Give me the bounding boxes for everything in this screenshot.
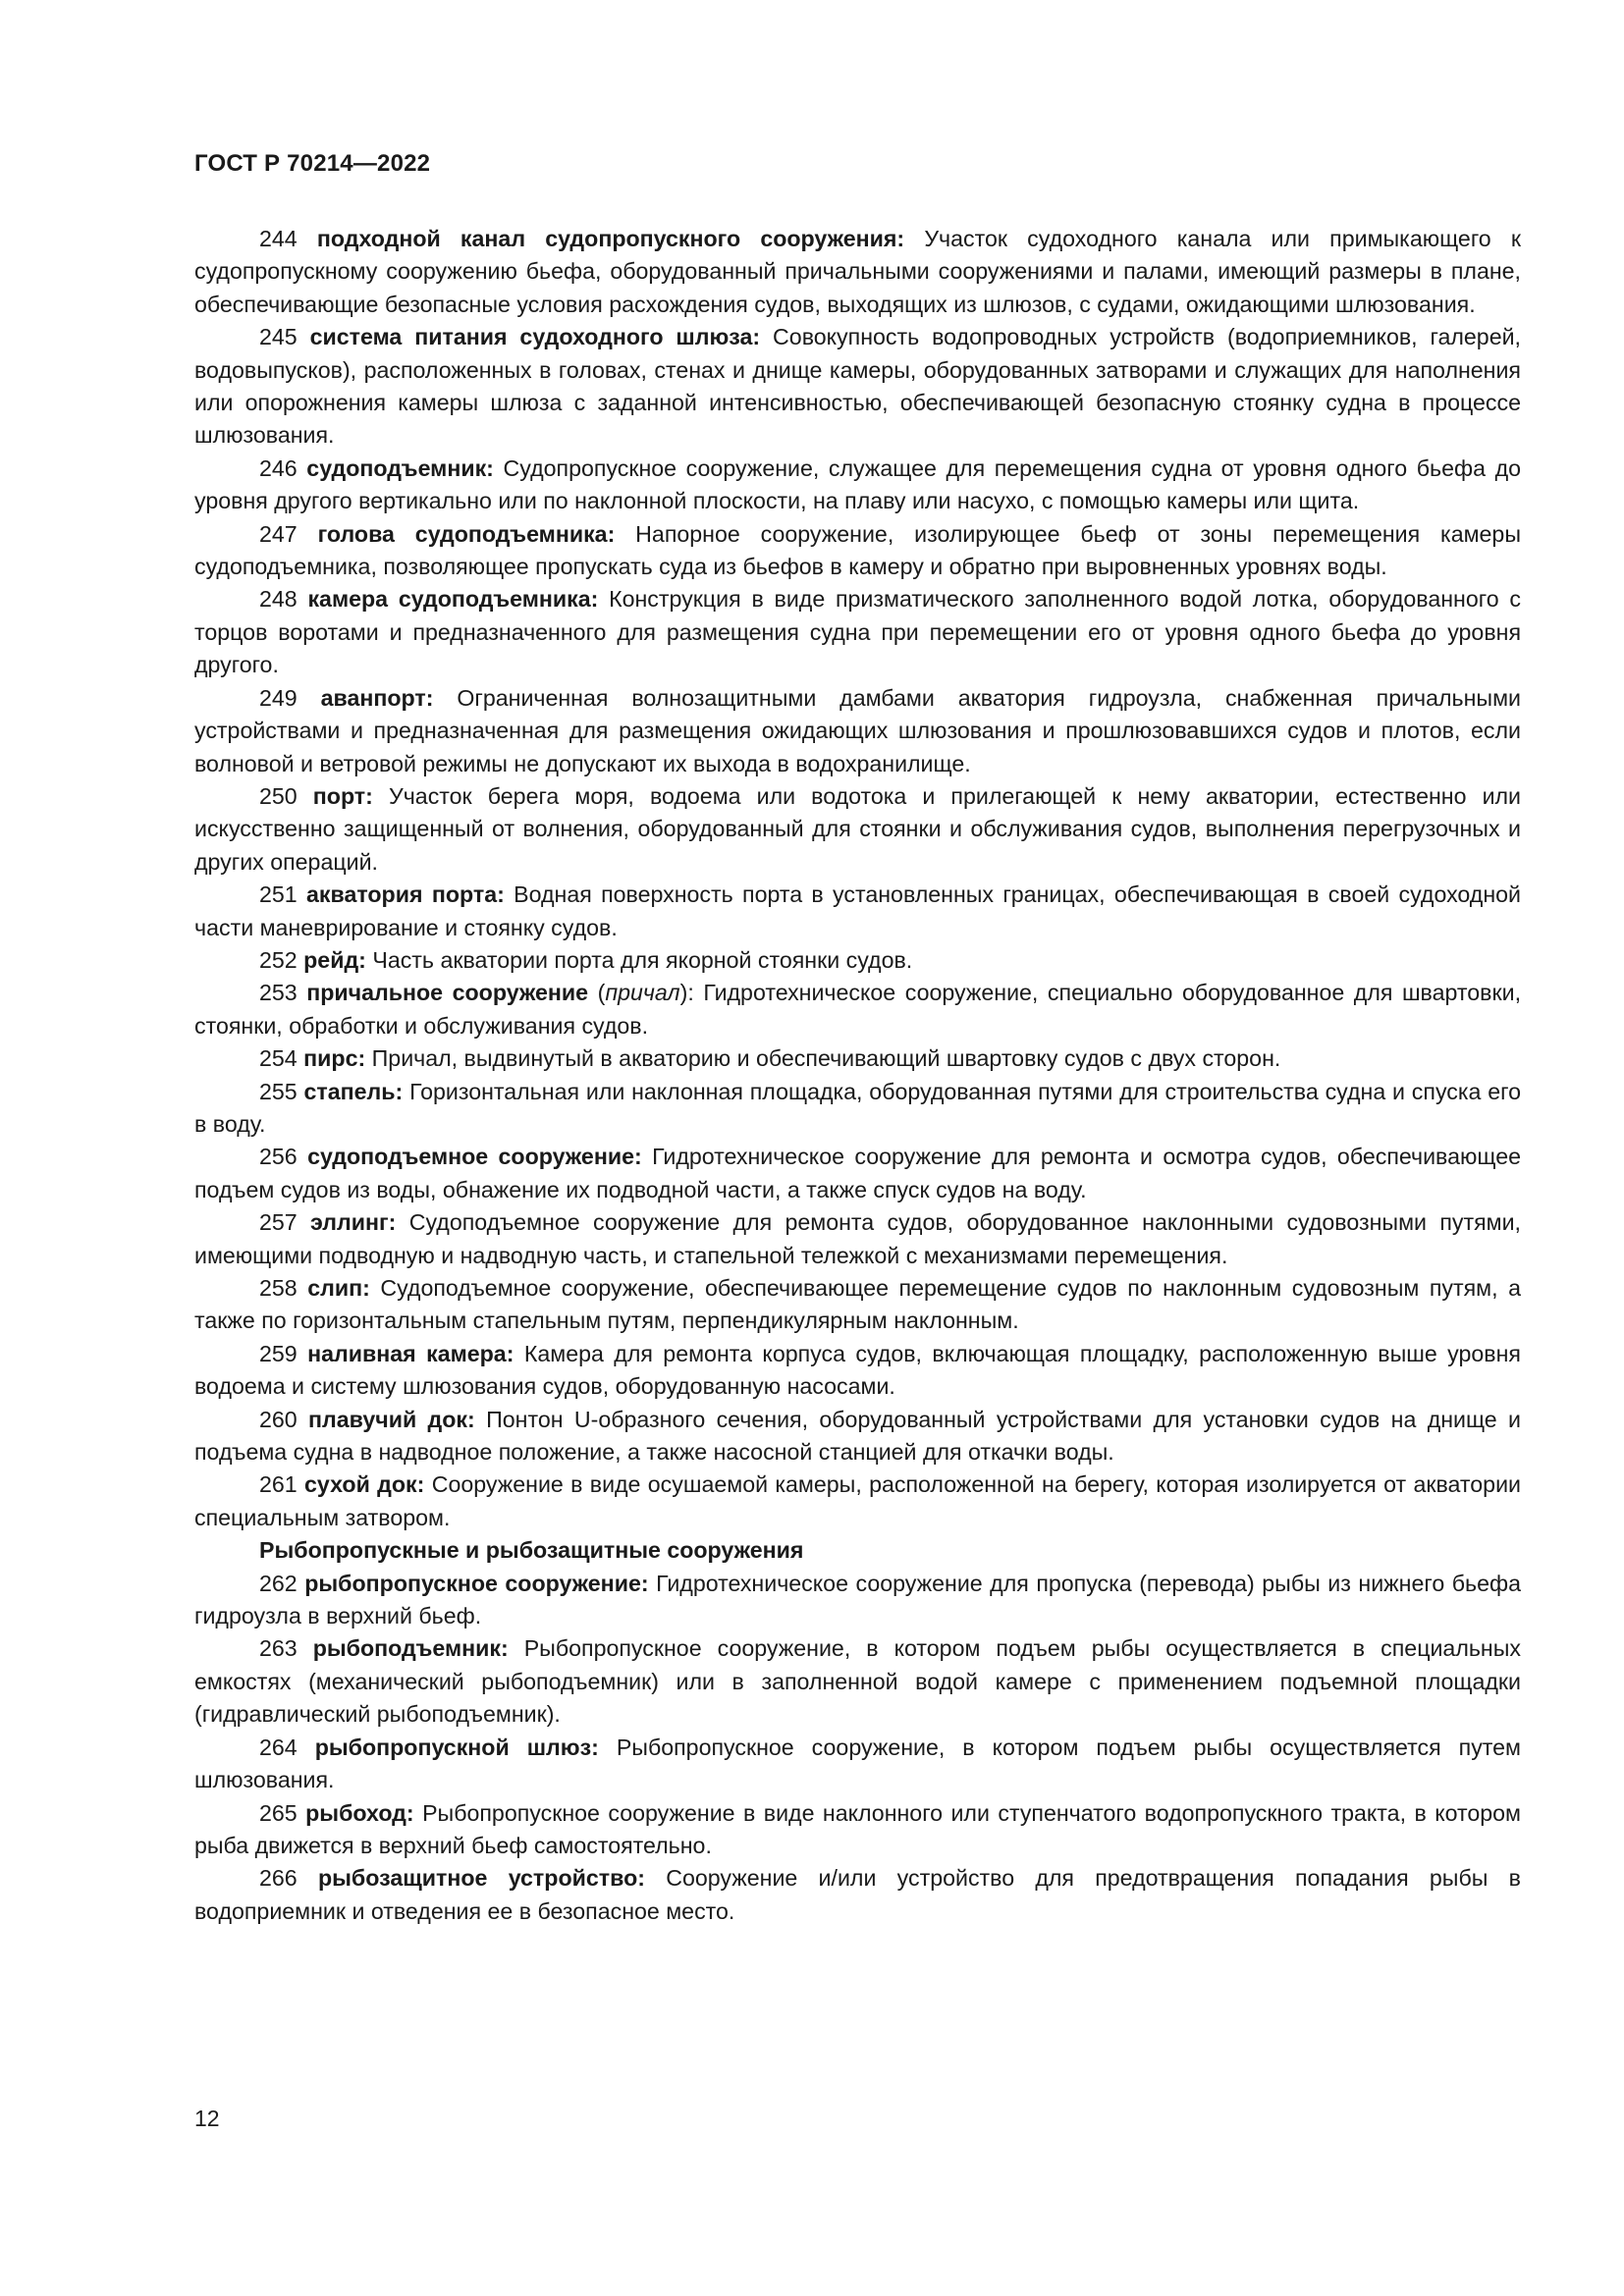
page-number: 12 (194, 2106, 220, 2131)
term-definition: Часть акватории порта для якорной стоянки судов. (372, 946, 913, 973)
term-entry (194, 453, 1521, 518)
term-number: 245 (259, 324, 298, 350)
term-number: 263 (259, 1635, 298, 1662)
term-name: рыбопропускной шлюз: (314, 1734, 599, 1760)
term-name: рыбоподъемник: (312, 1635, 509, 1662)
term-number: 250 (259, 782, 298, 809)
term-number: 257 (259, 1209, 298, 1236)
term-number: 252 (259, 946, 298, 973)
term-name: акватория порта: (306, 881, 505, 908)
terms-list (194, 223, 1521, 1928)
term-name: судоподъемник: (306, 454, 494, 481)
term-entry (194, 223, 1521, 321)
term-number: 261 (259, 1471, 298, 1498)
term-entry (194, 321, 1521, 453)
term-definition: Судоподъемное сооружение для ремонта судов, оборудованное наклонными судовозными путями, имеющими подводную и надводную часть, и стапельной тележкой с механизмами перемещения. (194, 1209, 1521, 1268)
term-number: 246 (259, 454, 298, 481)
term-entry (194, 1797, 1521, 1863)
term-number: 265 (259, 1799, 298, 1826)
term-definition: Участок судоходного канала или примыкающего к судопропускному сооружению бьефа, оборудованный причальными сооружениями и палами, имеющий размеры в плане, обеспечивающие безопасные условия расхождения судов, выходящих из шлюзов, с судами, ожидающими шлюзования. (194, 226, 1521, 317)
term-entry (194, 780, 1521, 879)
term-name: наливная камера: (307, 1340, 514, 1366)
term-definition: Совокупность водопроводных устройств (водоприемников, галерей, водовыпусков), расположенных в головах, стенах и днище камеры, оборудованных затворами и служащих для наполнения или опорожнения камеры шлюза с заданной интенсивностью, обеспечивающей безопасную стоянку судна в процессе шлюзования. (194, 324, 1521, 449)
term-number: 247 (259, 520, 298, 547)
term-entry (194, 1632, 1521, 1731)
term-entry (194, 1141, 1521, 1206)
term-definition: Участок берега моря, водоема или водотока и прилегающей к нему акватории, естественно или искусственно защищенный от волнения, оборудованный для стоянки и обслуживания судов, выполнения перегрузочных и других операций. (194, 782, 1522, 875)
term-name: эллинг: (310, 1209, 397, 1236)
term-definition: Горизонтальная или наклонная площадка, оборудованная путями для строительства судна и спуска его в воду. (194, 1078, 1521, 1137)
term-name: рыбозащитное устройство: (317, 1865, 645, 1892)
term-definition: Ограниченная волнозащитными дамбами акватория гидроузла, снабженная причальными устройствами и предназначенная для размещения ожидающих шлюзования и прошлюзовавшихся судов и плотов, если волновой и ветровой режимы не допускают их выхода в водохранилище. (194, 684, 1521, 776)
term-entry (194, 1568, 1521, 1633)
term-definition: Камера для ремонта корпуса судов, включающая площадку, расположенную выше уровня водоема и систему шлюзования судов, оборудованную насосами. (194, 1340, 1521, 1400)
term-definition: Сооружение и/или устройство для предотвращения попадания рыбы в водоприемник и отведения ее в безопасное место. (194, 1865, 1521, 1924)
term-entry (194, 518, 1521, 584)
term-name: причальное сооружение (306, 980, 589, 1006)
term-definition: Рыбопропускное сооружение, в котором подъем рыбы осуществляется путем шлюзования. (194, 1734, 1521, 1793)
term-entry (194, 1404, 1521, 1469)
term-name: слип: (307, 1275, 370, 1301)
term-entry (194, 879, 1521, 944)
term-number: 256 (259, 1144, 298, 1170)
term-name: рыбопропускное сооружение: (304, 1570, 649, 1596)
term-number: 266 (259, 1865, 298, 1892)
term-entry (194, 1732, 1521, 1797)
term-entry (194, 1862, 1521, 1928)
term-number: 255 (259, 1078, 298, 1104)
term-number: 260 (259, 1406, 298, 1432)
term-definition: Причал, выдвинутый в акваторию и обеспечивающий швартовку судов с двух сторон. (371, 1045, 1281, 1072)
term-entry (194, 1272, 1521, 1338)
term-entry (194, 1338, 1521, 1404)
term-name: сухой док: (304, 1471, 425, 1498)
term-definition: Водная поверхность порта в установленных границах, обеспечивающая в своей судоходной части маневрирование и стоянку судов. (194, 881, 1521, 940)
term-entry: 253 причальное сооружение (причал): Гидротехническое сооружение, специально оборудованное для швартовки, стоянки, обработки и обслуживания судов. (194, 980, 1522, 1039)
term-definition: Понтон U-образного сечения, оборудованный устройствами для установки судов на днище и подъема судна в надводное положение, а также насосной станцией для откачки воды. (194, 1406, 1521, 1466)
document-code-header: ГОСТ Р 70214—2022 (194, 150, 431, 177)
term-definition: Рыбопропускное сооружение, в котором подъем рыбы осуществляется в специальных емкостях (механический рыбоподъемник) или в заполненной водой камере с применением подъемной площадки (гидравлический рыбоподъемник). (194, 1635, 1521, 1728)
term-number: 253 (259, 980, 298, 1006)
term-definition: Судоподъемное сооружение, обеспечивающее перемещение судов по наклонным судовозным путям, а также по горизонтальным стапельным путям, перпендикулярным наклонным. (194, 1275, 1521, 1334)
term-name: система питания судоходного шлюза: (309, 324, 761, 350)
term-number: 248 (259, 586, 298, 613)
term-name: пирс: (303, 1045, 366, 1072)
term-entry (194, 944, 1521, 977)
term-definition: Гидротехническое сооружение, специально оборудованное для швартовки, стоянки, обработки и обслуживания судов. (194, 980, 1522, 1039)
term-name: голова судоподъемника: (317, 520, 616, 547)
term-name: аванпорт: (320, 684, 434, 711)
term-entry (194, 1468, 1521, 1534)
term-synonym: причал (605, 980, 680, 1006)
term-number: 258 (259, 1275, 298, 1301)
term-definition: Конструкция в виде призматического заполненного водой лотка, оборудованного с торцов воротами и предназначенного для размещения судна при перемещении его от уровня одного бьефа до уровня другого. (194, 586, 1521, 678)
term-definition: Сооружение в виде осушаемой камеры, расположенной на берегу, которая изолируется от акватории специальным затвором. (194, 1471, 1521, 1530)
term-definition: Гидротехническое сооружение для ремонта и осмотра судов, обеспечивающее подъем судов из воды, обнажение их подводной части, а также спуск судов на воду. (194, 1144, 1521, 1202)
term-number: 259 (259, 1340, 298, 1366)
term-entry (194, 682, 1521, 780)
term-number: 264 (259, 1734, 298, 1760)
term-name: судоподъемное сооружение: (307, 1144, 642, 1170)
term-name: порт: (312, 782, 373, 809)
term-number: 262 (259, 1570, 298, 1596)
term-definition: Судопропускное сооружение, служащее для перемещения судна от уровня одного бьефа до уровня другого вертикально или по наклонной плоскости, на плаву или насухо, с помощью камеры или щита. (194, 454, 1521, 514)
term-number: 244 (259, 226, 298, 251)
term-number: 249 (259, 684, 298, 711)
term-name: рейд: (303, 946, 366, 973)
term-entry (194, 1076, 1521, 1142)
term-name: камера судоподъемника: (307, 586, 599, 613)
term-number: 254 (259, 1045, 298, 1072)
term-name: стапель: (303, 1078, 404, 1104)
term-definition: Гидротехническое сооружение для пропуска (перевода) рыбы из нижнего бьефа гидроузла в верхний бьеф. (194, 1570, 1521, 1629)
term-definition: Напорное сооружение, изолирующее бьеф от зоны перемещения камеры судоподъемника, позволяющее пропускать суда из бьефов в камеру и обратно при выровненных уровнях воды. (194, 520, 1521, 580)
term-name: плавучий док: (308, 1406, 475, 1432)
term-definition: Рыбопропускное сооружение в виде наклонного или ступенчатого водопропускного тракта, в котором рыба движется в верхний бьеф самостоятельно. (194, 1799, 1521, 1858)
term-number: 251 (259, 881, 298, 908)
term-name: рыбоход: (305, 1799, 414, 1826)
term-entry (194, 583, 1521, 681)
section-heading (194, 1534, 1521, 1567)
term-entry (194, 1206, 1521, 1272)
section-title: Рыбопропускные и рыбозащитные сооружения (259, 1537, 804, 1564)
term-entry (194, 1042, 1521, 1075)
term-name: подходной канал судопропускного сооружения: (316, 226, 905, 251)
